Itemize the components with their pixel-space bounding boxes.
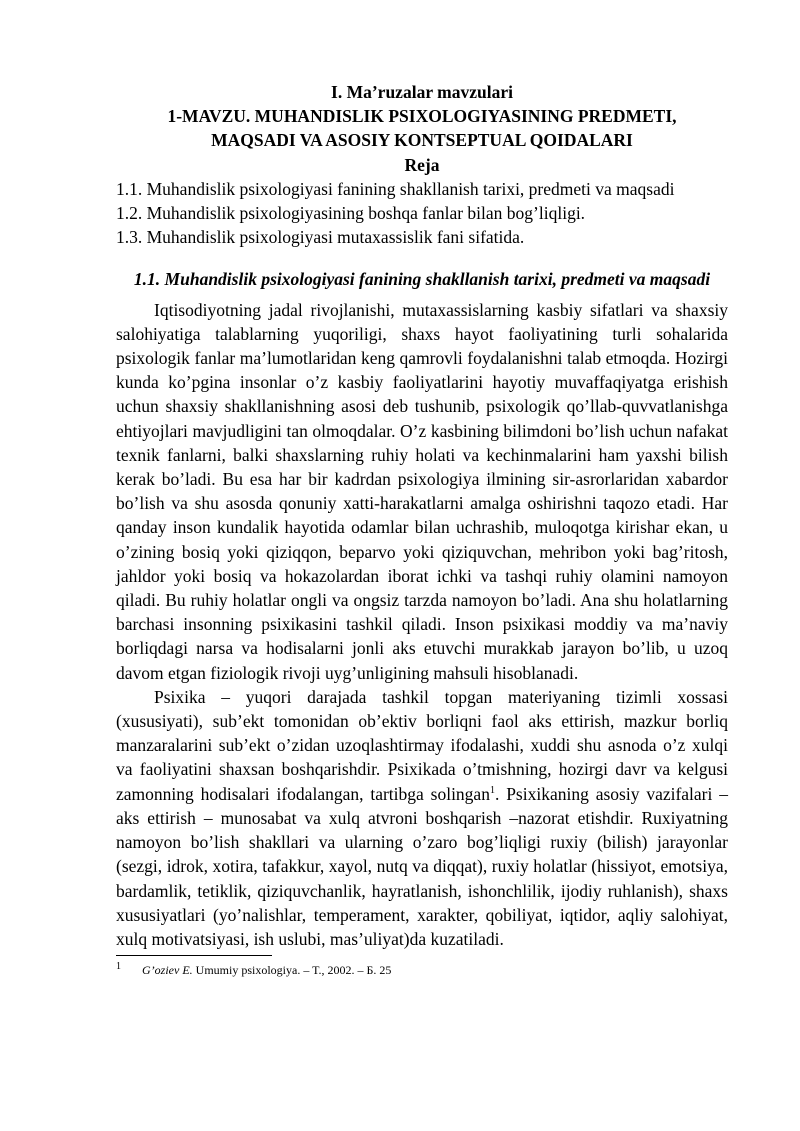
footnote-reference[interactable]: 1 [489,784,495,796]
topic-title-line2: MAQSADI VA ASOSIY KONTSEPTUAL QOIDALARI [211,130,633,151]
body-paragraph-2-text-b: . Psixikaning asosiy vazifalari – aks ettirish – munosabat va xulq atvroni boshqarish –nazorat etishdir. Ruxiyatning namoyon bo’lish shakllari va ularning o’zaro bog’liqligi ruxiy (bilish) jarayonlar (sezgi, idrok, xotira, tafakkur, xayol, nutq va diqqat), ruxiy holatlar (hissiyot, emotsiya, bardamlik, tetiklik, qiziquvchanlik, hayratlanish, ishonchlilik, ijodiy ruhlanish), shaxs xususiyatlari (yo’nalishlar, temperament, xarakter, qobiliyat, iqtidor, aqliy salohiyat, xulq motivatsiyasi, ish uslubi, mas’uliyat)da kuzatiladi. [116,783,728,949]
plan-item-3: 1.3. Muhandislik psixologiyasi mutaxassislik fani sifatida. [116,227,525,248]
footnote-separator [116,955,272,956]
section-heading: 1.1. Muhandislik psixologiyasi fanining shakllanish tarixi, predmeti va maqsadi [133,269,711,290]
footnote-text: Umumiy psixologiya. – T., 2002. – Б. 25 [192,963,392,978]
topic-title-line1: 1-MAVZU. MUHANDISLIK PSIXOLOGIYASINING PREDMETI, [167,106,677,127]
body-paragraph-2 [116,685,728,951]
footnote-author: G’oziev E. [142,963,193,978]
body-paragraph-1: Iqtisodiyotning jadal rivojlanishi, mutaxassislarning kasbiy sifatlari va shaxsiy salohiyatiga talablarning yuqoriligi, shaxs hayot faoliyatining turli sohalarida psixologik fanlar ma’lumotlaridan keng qamrovli foydalanishni talab etmoqda. Hozirgi kunda ko’pgina insonlar o’z kasbiy faoliyatlarini hayotiy muvaffaqiyatga erishish uchun shaxsiy shakllanishning asosi deb tushunib, psixologik qo’llab-quvvatlanishga ehtiyojlari mavjudligini tan olmoqdalar. O’z kasbining bilimdoni bo’lish uchun nafakat texnik fanlarni, balki shaxslarning ruhiy holati va kechinmalarini ham yaxshi bilish kerak bo’ladi. Bu esa har bir kadrdan psixologiya ilmining sir-asrorlaridan xabardor bo’lish va shu asosda qonuniy xatti-harakatlarni amalga oshirishni taqozo etadi. Har qanday inson kundalik hayotida odamlar bilan uchrashib, muloqotga kirishar ekan, u o’zining bosiq yoki qiziqqon, beparvo yoki qiziquvchan, mehribon yoki bag’ritosh, jahldor yoki bosiq va hokazolardan iborat ichki va tashqi ruhiy olamini namoyon qiladi. Bu ruhiy holatlar ongli va ongsiz tarzda namoyon bo’ladi. Ana shu holatlarning barchasi insonning psixikasini tashkil qiladi. Inson psixikasi moddiy va ma’naviy borliqdagi narsa va hodisalarni jonli aks etuvchi murakkab jarayon bo’lib, u uzoq davom etgan fiziologik rivoji uyg’unligining mahsuli hisoblanadi. [116,299,728,683]
section-title: I. Ma’ruzalar mavzulari [331,82,513,102]
plan-label: Reja [404,154,440,175]
plan-item-1: 1.1. Muhandislik psixologiyasi fanining shakllanish tarixi, predmeti va maqsadi [116,178,675,199]
body-paragraph-2-text-a: Psixika – yuqori darajada tashkil topgan materiyaning tizimli xossasi (xususiyati), sub’ekt tomonidan ob’ektiv borliqni faol aks ettirish, mazkur borliq manzaralarini sub’ekt o’zidan uzoqlashtirmay ifodalashi, xuddi shu asnoda o’z xulqi va faoliyatini shaxsan boshqarishdir. Psixikada o’tmishning, hozirgi davr va kelgusi zamonning hodisalari ifodalangan, tartibga solingan [116,686,728,804]
plan-item-2: 1.2. Muhandislik psixologiyasining boshqa fanlar bilan bog’liqligi. [116,203,586,224]
plan-list [116,177,728,250]
footnote: 1 G’oziev E. Umumiy psixologiya. – T., 2002. – Б. 25 [116,961,392,978]
